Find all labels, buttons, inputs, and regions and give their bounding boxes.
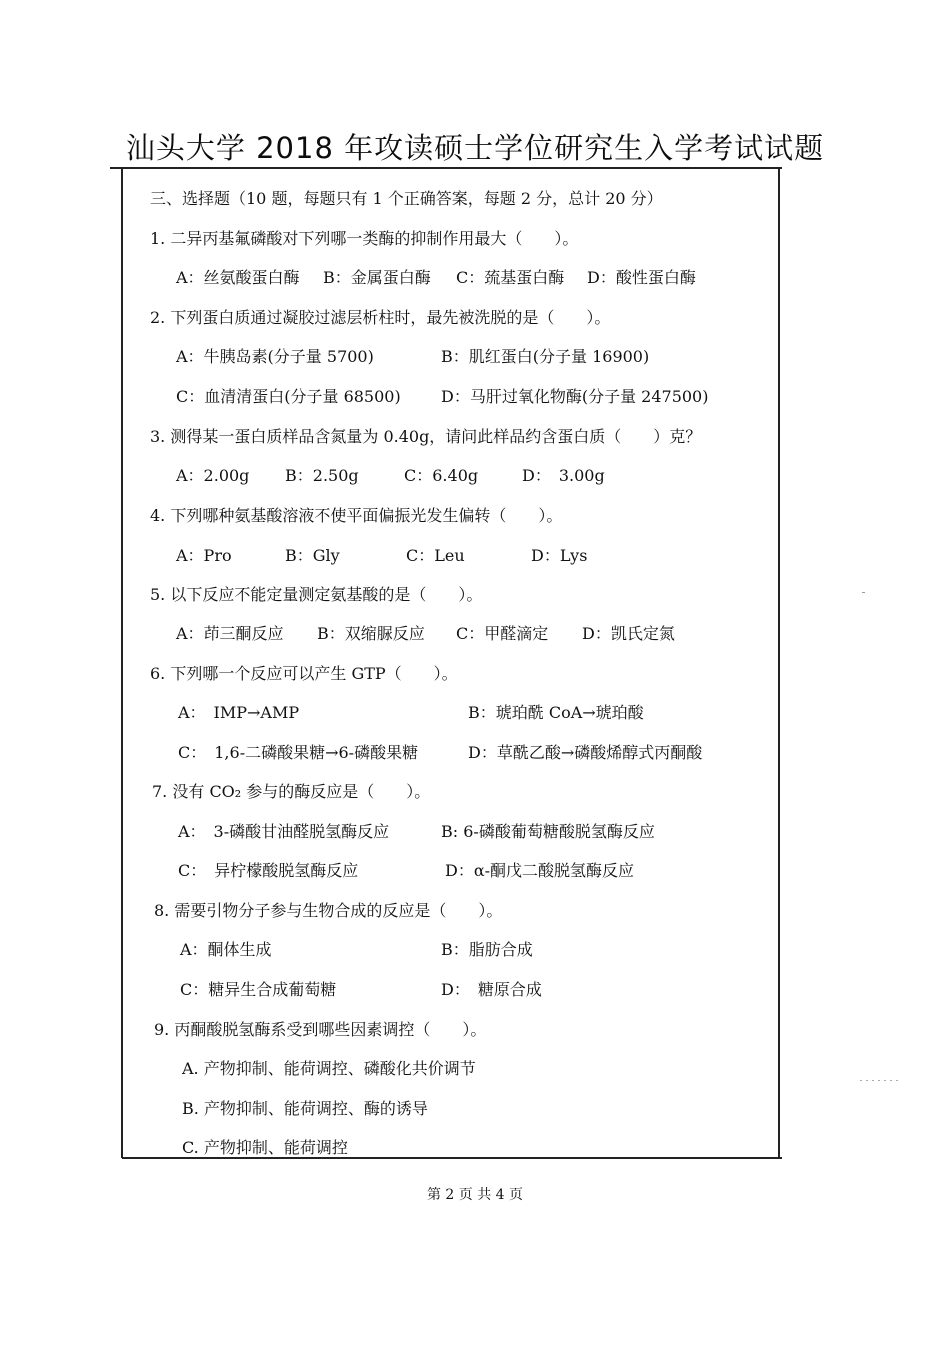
- q5-option-b: B：双缩脲反应: [317, 624, 425, 643]
- frame-top-rule: [110, 167, 782, 169]
- q7-option-c: C： 异柠檬酸脱氢酶反应: [178, 861, 359, 880]
- q3-option-b: B：2.50g: [285, 466, 359, 485]
- q8-option-b: B：脂肪合成: [441, 940, 533, 959]
- q3-option-a: A：2.00g: [176, 466, 250, 485]
- q1-option-b: B：金属蛋白酶: [323, 268, 431, 287]
- scan-speck: [862, 592, 865, 593]
- q8-option-a: A：酮体生成: [180, 940, 272, 959]
- q8-option-d: D： 糖原合成: [441, 980, 542, 999]
- q7-option-b: B: 6-磷酸葡萄糖酸脱氢酶反应: [441, 822, 655, 841]
- scan-speck: [860, 1080, 900, 1081]
- q6-option-d: D：草酰乙酸→磷酸烯醇式丙酮酸: [468, 743, 703, 762]
- q2-option-d: D：马肝过氧化物酶(分子量 247500): [441, 387, 709, 406]
- question-2: 2. 下列蛋白质通过凝胶过滤层析柱时，最先被洗脱的是（ ）。: [150, 308, 611, 327]
- q7-option-d: D：α-酮戊二酸脱氢酶反应: [445, 861, 635, 880]
- q4-option-d: D：Lys: [531, 546, 588, 565]
- q5-option-a: A：茚三酮反应: [176, 624, 284, 643]
- q2-option-a: A：牛胰岛素(分子量 5700): [176, 347, 374, 366]
- q8-option-c: C：糖异生合成葡萄糖: [180, 980, 337, 999]
- q2-option-b: B：肌红蛋白(分子量 16900): [441, 347, 650, 366]
- q5-option-c: C：甲醛滴定: [456, 624, 549, 643]
- q9-option-a: A. 产物抑制、能荷调控、磷酸化共价调节: [182, 1059, 476, 1078]
- question-6: 6. 下列哪一个反应可以产生 GTP（ ）。: [150, 664, 458, 683]
- q4-option-a: A：Pro: [176, 546, 232, 565]
- q4-option-c: C：Leu: [406, 546, 465, 565]
- q6-option-c: C： 1,6-二磷酸果糖→6-磷酸果糖: [178, 743, 419, 762]
- page-title: 汕头大学 2018 年攻读硕士学位研究生入学考试试题: [125, 131, 825, 165]
- q1-option-c: C：巯基蛋白酶: [456, 268, 565, 287]
- question-8: 8. 需要引物分子参与生物合成的反应是（ ）。: [154, 901, 503, 920]
- q9-option-c: C. 产物抑制、能荷调控: [182, 1138, 348, 1157]
- q1-option-d: D：酸性蛋白酶: [587, 268, 696, 287]
- frame-left-rule: [121, 168, 123, 1158]
- question-1: 1. 二异丙基氟磷酸对下列哪一类酶的抑制作用最大（ ）。: [150, 229, 579, 248]
- question-3: 3. 测得某一蛋白质样品含氮量为 0.40g，请问此样品约含蛋白质（ ）克？: [150, 427, 702, 446]
- question-7: 7. 没有 CO₂ 参与的酶反应是（ ）。: [152, 782, 431, 801]
- question-9: 9. 丙酮酸脱氢酶系受到哪些因素调控（ ）。: [154, 1020, 487, 1039]
- q7-option-a: A： 3-磷酸甘油醛脱氢酶反应: [178, 822, 390, 841]
- q5-option-d: D：凯氏定氮: [582, 624, 675, 643]
- q6-option-a: A： IMP→AMP: [178, 703, 300, 722]
- section-title: 三、选择题（10 题，每题只有 1 个正确答案，每题 2 分，总计 20 分）: [150, 189, 663, 208]
- question-4: 4. 下列哪种氨基酸溶液不使平面偏振光发生偏转（ ）。: [150, 506, 563, 525]
- q2-option-c: C：血清清蛋白(分子量 68500): [176, 387, 401, 406]
- q9-option-b: B. 产物抑制、能荷调控、酶的诱导: [182, 1099, 428, 1118]
- page-footer: 第 2 页 共 4 页: [426, 1187, 524, 1203]
- q1-option-a: A：丝氨酸蛋白酶: [176, 268, 300, 287]
- q3-option-d: D： 3.00g: [522, 466, 605, 485]
- question-5: 5. 以下反应不能定量测定氨基酸的是（ ）。: [150, 585, 483, 604]
- frame-right-rule: [778, 168, 780, 1158]
- q6-option-b: B：琥珀酰 CoA→琥珀酸: [468, 703, 644, 722]
- q3-option-c: C：6.40g: [404, 466, 479, 485]
- q4-option-b: B：Gly: [285, 546, 340, 565]
